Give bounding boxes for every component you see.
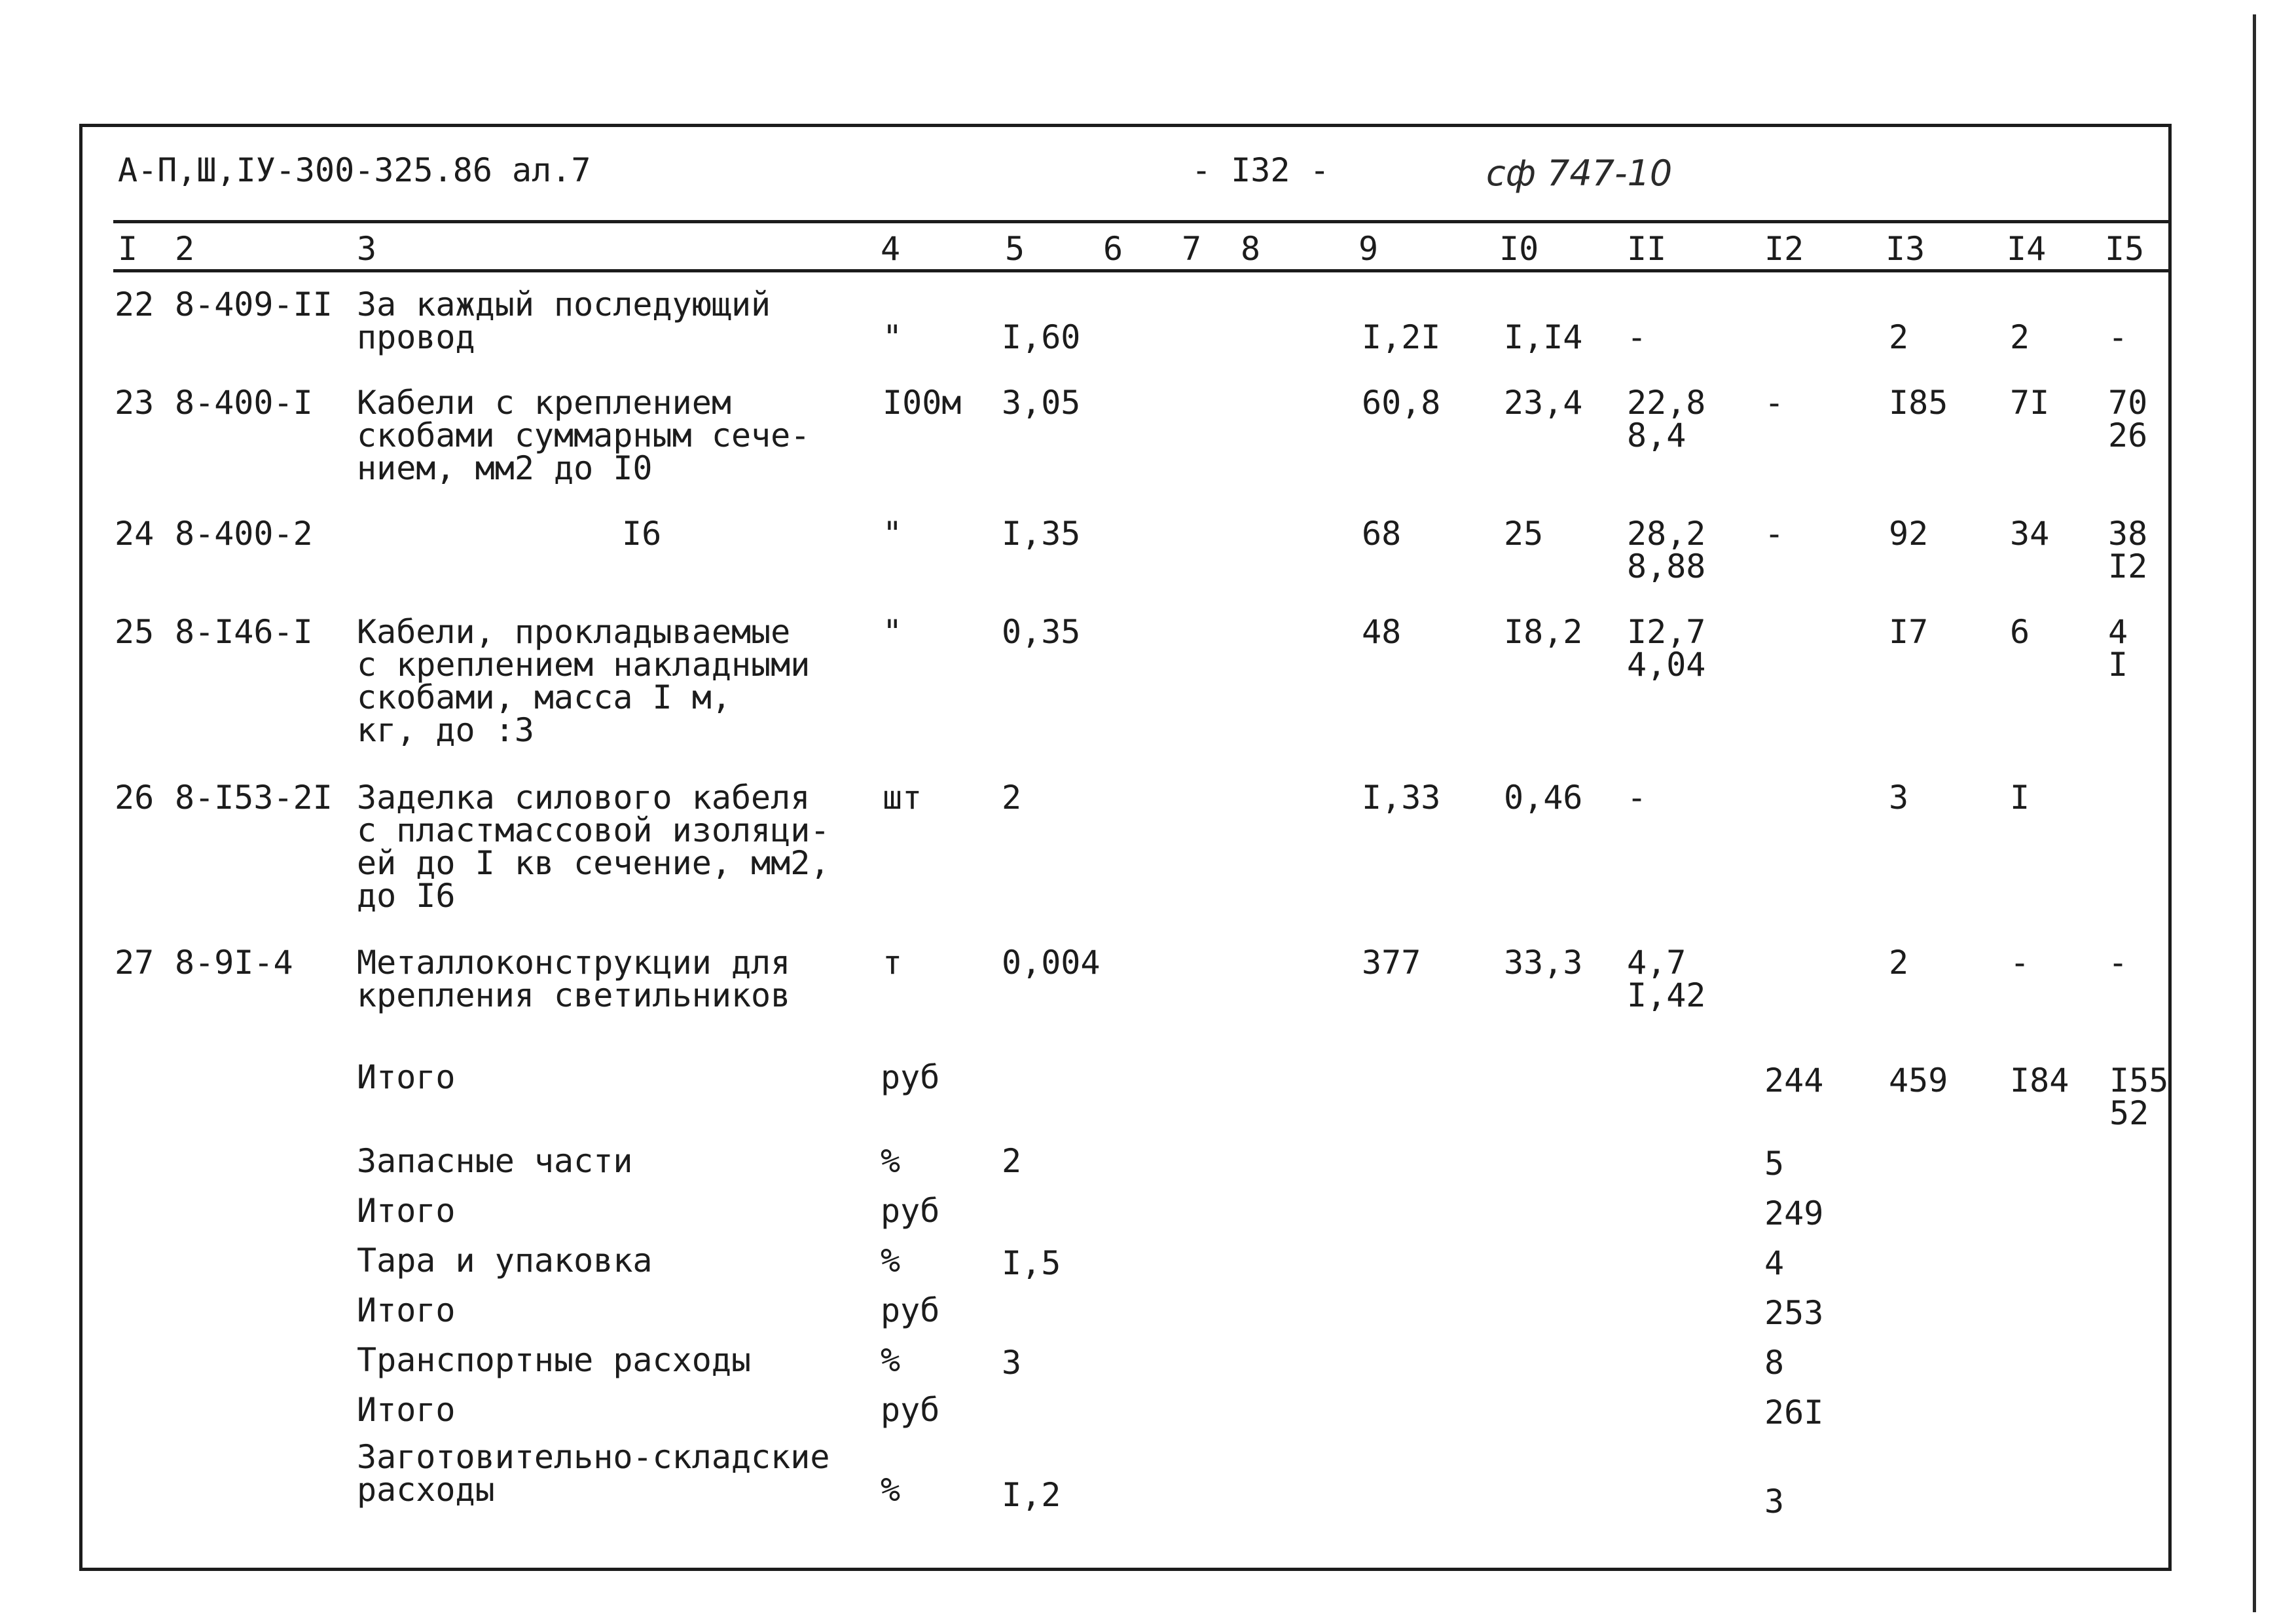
col12-value: - xyxy=(1764,384,1785,422)
col13-value: 3 xyxy=(1889,779,1909,817)
col11-value: - xyxy=(1627,318,1647,356)
col14-value: - xyxy=(2010,944,2030,982)
rate-code: 8-409-II xyxy=(175,286,333,323)
page-number: - I32 - xyxy=(1192,151,1330,189)
total-unit: руб xyxy=(881,1291,940,1329)
document-code: А-П,Ш,IУ-300-325.86 ал.7 xyxy=(118,151,591,189)
row-number: 27 xyxy=(115,944,155,982)
col9-value: 377 xyxy=(1362,944,1421,982)
rate-code: 8-I53-2I xyxy=(175,779,333,817)
header-top-rule xyxy=(113,220,2169,223)
col15-value: I55 52 xyxy=(2109,1061,2169,1132)
unit: шт xyxy=(883,779,922,817)
quantity: I,35 xyxy=(1002,515,1081,553)
unit: " xyxy=(883,515,903,553)
column-number: I xyxy=(118,230,138,268)
col12-value: 8 xyxy=(1764,1344,1785,1382)
col13-value: 92 xyxy=(1889,515,1929,553)
total-unit: % xyxy=(881,1242,901,1280)
col11-value: I2,7 4,04 xyxy=(1627,613,1706,684)
total-unit: % xyxy=(881,1142,901,1180)
col10-value: I8,2 xyxy=(1504,613,1583,651)
col9-value: 48 xyxy=(1362,613,1402,651)
col12-value: 244 xyxy=(1764,1061,1824,1099)
total-unit: руб xyxy=(881,1192,940,1230)
column-number: 6 xyxy=(1103,230,1123,268)
col10-value: 23,4 xyxy=(1504,384,1583,422)
col13-value: I85 xyxy=(1889,384,1948,422)
total-unit: % xyxy=(881,1341,901,1379)
col10-value: 0,46 xyxy=(1504,779,1583,817)
col14-value: 34 xyxy=(2010,515,2050,553)
col11-value: 22,8 8,4 xyxy=(1627,384,1706,454)
col13-value: 459 xyxy=(1889,1061,1948,1099)
col9-value: I,33 xyxy=(1362,779,1441,817)
header-bottom-rule xyxy=(113,269,2169,272)
column-number: 5 xyxy=(1005,230,1025,268)
col10-value: I,I4 xyxy=(1504,318,1583,356)
column-number: 3 xyxy=(357,230,377,268)
column-number: 7 xyxy=(1182,230,1202,268)
work-description: Кабели, прокладываемые с креплением накладными скобами, масса I м, кг, до :3 xyxy=(357,613,811,749)
col12-value: 26I xyxy=(1764,1393,1824,1431)
col12-value: 3 xyxy=(1764,1483,1785,1521)
percent-value: I,5 xyxy=(1002,1244,1061,1282)
work-description: За каждый последующий провод xyxy=(357,286,771,356)
quantity: 3,05 xyxy=(1002,384,1081,422)
total-unit: % xyxy=(881,1471,901,1509)
col9-value: 60,8 xyxy=(1362,384,1441,422)
col14-value: 2 xyxy=(2010,318,2030,356)
col13-value: 2 xyxy=(1889,318,1909,356)
col14-value: I xyxy=(2010,779,2030,817)
column-number: I2 xyxy=(1764,230,1804,268)
total-label: Итого xyxy=(357,1291,456,1329)
column-number: I5 xyxy=(2105,230,2145,268)
column-number: II xyxy=(1627,230,1667,268)
quantity: 2 xyxy=(1002,779,1022,817)
quantity: 0,004 xyxy=(1002,944,1101,982)
total-label: Итого xyxy=(357,1391,456,1429)
work-description: I6 xyxy=(622,515,662,553)
col14-value: 7I xyxy=(2010,384,2050,422)
percent-value: 3 xyxy=(1002,1344,1022,1382)
column-number: I0 xyxy=(1499,230,1539,268)
total-label: Запасные части xyxy=(357,1142,633,1180)
column-number: 8 xyxy=(1241,230,1261,268)
unit: " xyxy=(883,318,903,356)
row-number: 24 xyxy=(115,515,155,553)
col11-value: 28,2 8,88 xyxy=(1627,515,1706,585)
col12-value: 253 xyxy=(1764,1294,1824,1332)
col15-value: - xyxy=(2108,318,2128,356)
col10-value: 25 xyxy=(1504,515,1544,553)
column-number: 2 xyxy=(175,230,195,268)
col11-value: 4,7 I,42 xyxy=(1627,944,1706,1014)
rate-code: 8-9I-4 xyxy=(175,944,293,982)
col12-value: 5 xyxy=(1764,1145,1785,1183)
work-description: Кабели с креплением скобами суммарным сече- нием, мм2 до I0 xyxy=(357,384,811,487)
row-number: 22 xyxy=(115,286,155,323)
row-number: 25 xyxy=(115,613,155,651)
col13-value: 2 xyxy=(1889,944,1909,982)
percent-value: 2 xyxy=(1002,1142,1022,1180)
column-number: I4 xyxy=(2007,230,2047,268)
total-label: Итого xyxy=(357,1058,456,1096)
total-label: Заготовительно-складские расходы xyxy=(357,1438,830,1509)
row-number: 26 xyxy=(115,779,155,817)
unit: I00м xyxy=(883,384,962,422)
col10-value: 33,3 xyxy=(1504,944,1583,982)
quantity: I,60 xyxy=(1002,318,1081,356)
col15-value: - xyxy=(2108,944,2128,982)
col15-value: 70 26 xyxy=(2108,384,2148,454)
rate-code: 8-400-I xyxy=(175,384,313,422)
total-unit: руб xyxy=(881,1391,940,1429)
col12-value: - xyxy=(1764,515,1785,553)
col12-value: 249 xyxy=(1764,1194,1824,1232)
col9-value: 68 xyxy=(1362,515,1402,553)
column-number: I3 xyxy=(1886,230,1925,268)
col15-value: 38 I2 xyxy=(2108,515,2148,585)
col15-value: 4 I xyxy=(2108,613,2128,684)
column-number: 9 xyxy=(1358,230,1379,268)
row-number: 23 xyxy=(115,384,155,422)
col14-value: I84 xyxy=(2010,1061,2069,1099)
total-label: Итого xyxy=(357,1192,456,1230)
work-description: Заделка силового кабеля с пластмассовой изоляци- ей до I кв сечение, мм2, до I6 xyxy=(357,779,830,915)
quantity: 0,35 xyxy=(1002,613,1081,651)
col12-value: 4 xyxy=(1764,1244,1785,1282)
work-description: Металлоконструкции для крепления светильников xyxy=(357,944,791,1014)
col11-value: - xyxy=(1627,779,1647,817)
rate-code: 8-400-2 xyxy=(175,515,313,553)
percent-value: I,2 xyxy=(1002,1476,1061,1514)
page-edge-line xyxy=(2253,14,2256,1612)
unit: т xyxy=(883,944,903,982)
total-unit: руб xyxy=(881,1058,940,1096)
total-label: Транспортные расходы xyxy=(357,1341,752,1379)
total-label: Тара и упаковка xyxy=(357,1242,653,1280)
rate-code: 8-I46-I xyxy=(175,613,313,651)
unit: " xyxy=(883,613,903,651)
handwritten-note: сф 747-10 xyxy=(1486,153,1673,194)
col13-value: I7 xyxy=(1889,613,1929,651)
col14-value: 6 xyxy=(2010,613,2030,651)
col9-value: I,2I xyxy=(1362,318,1441,356)
column-number: 4 xyxy=(881,230,901,268)
